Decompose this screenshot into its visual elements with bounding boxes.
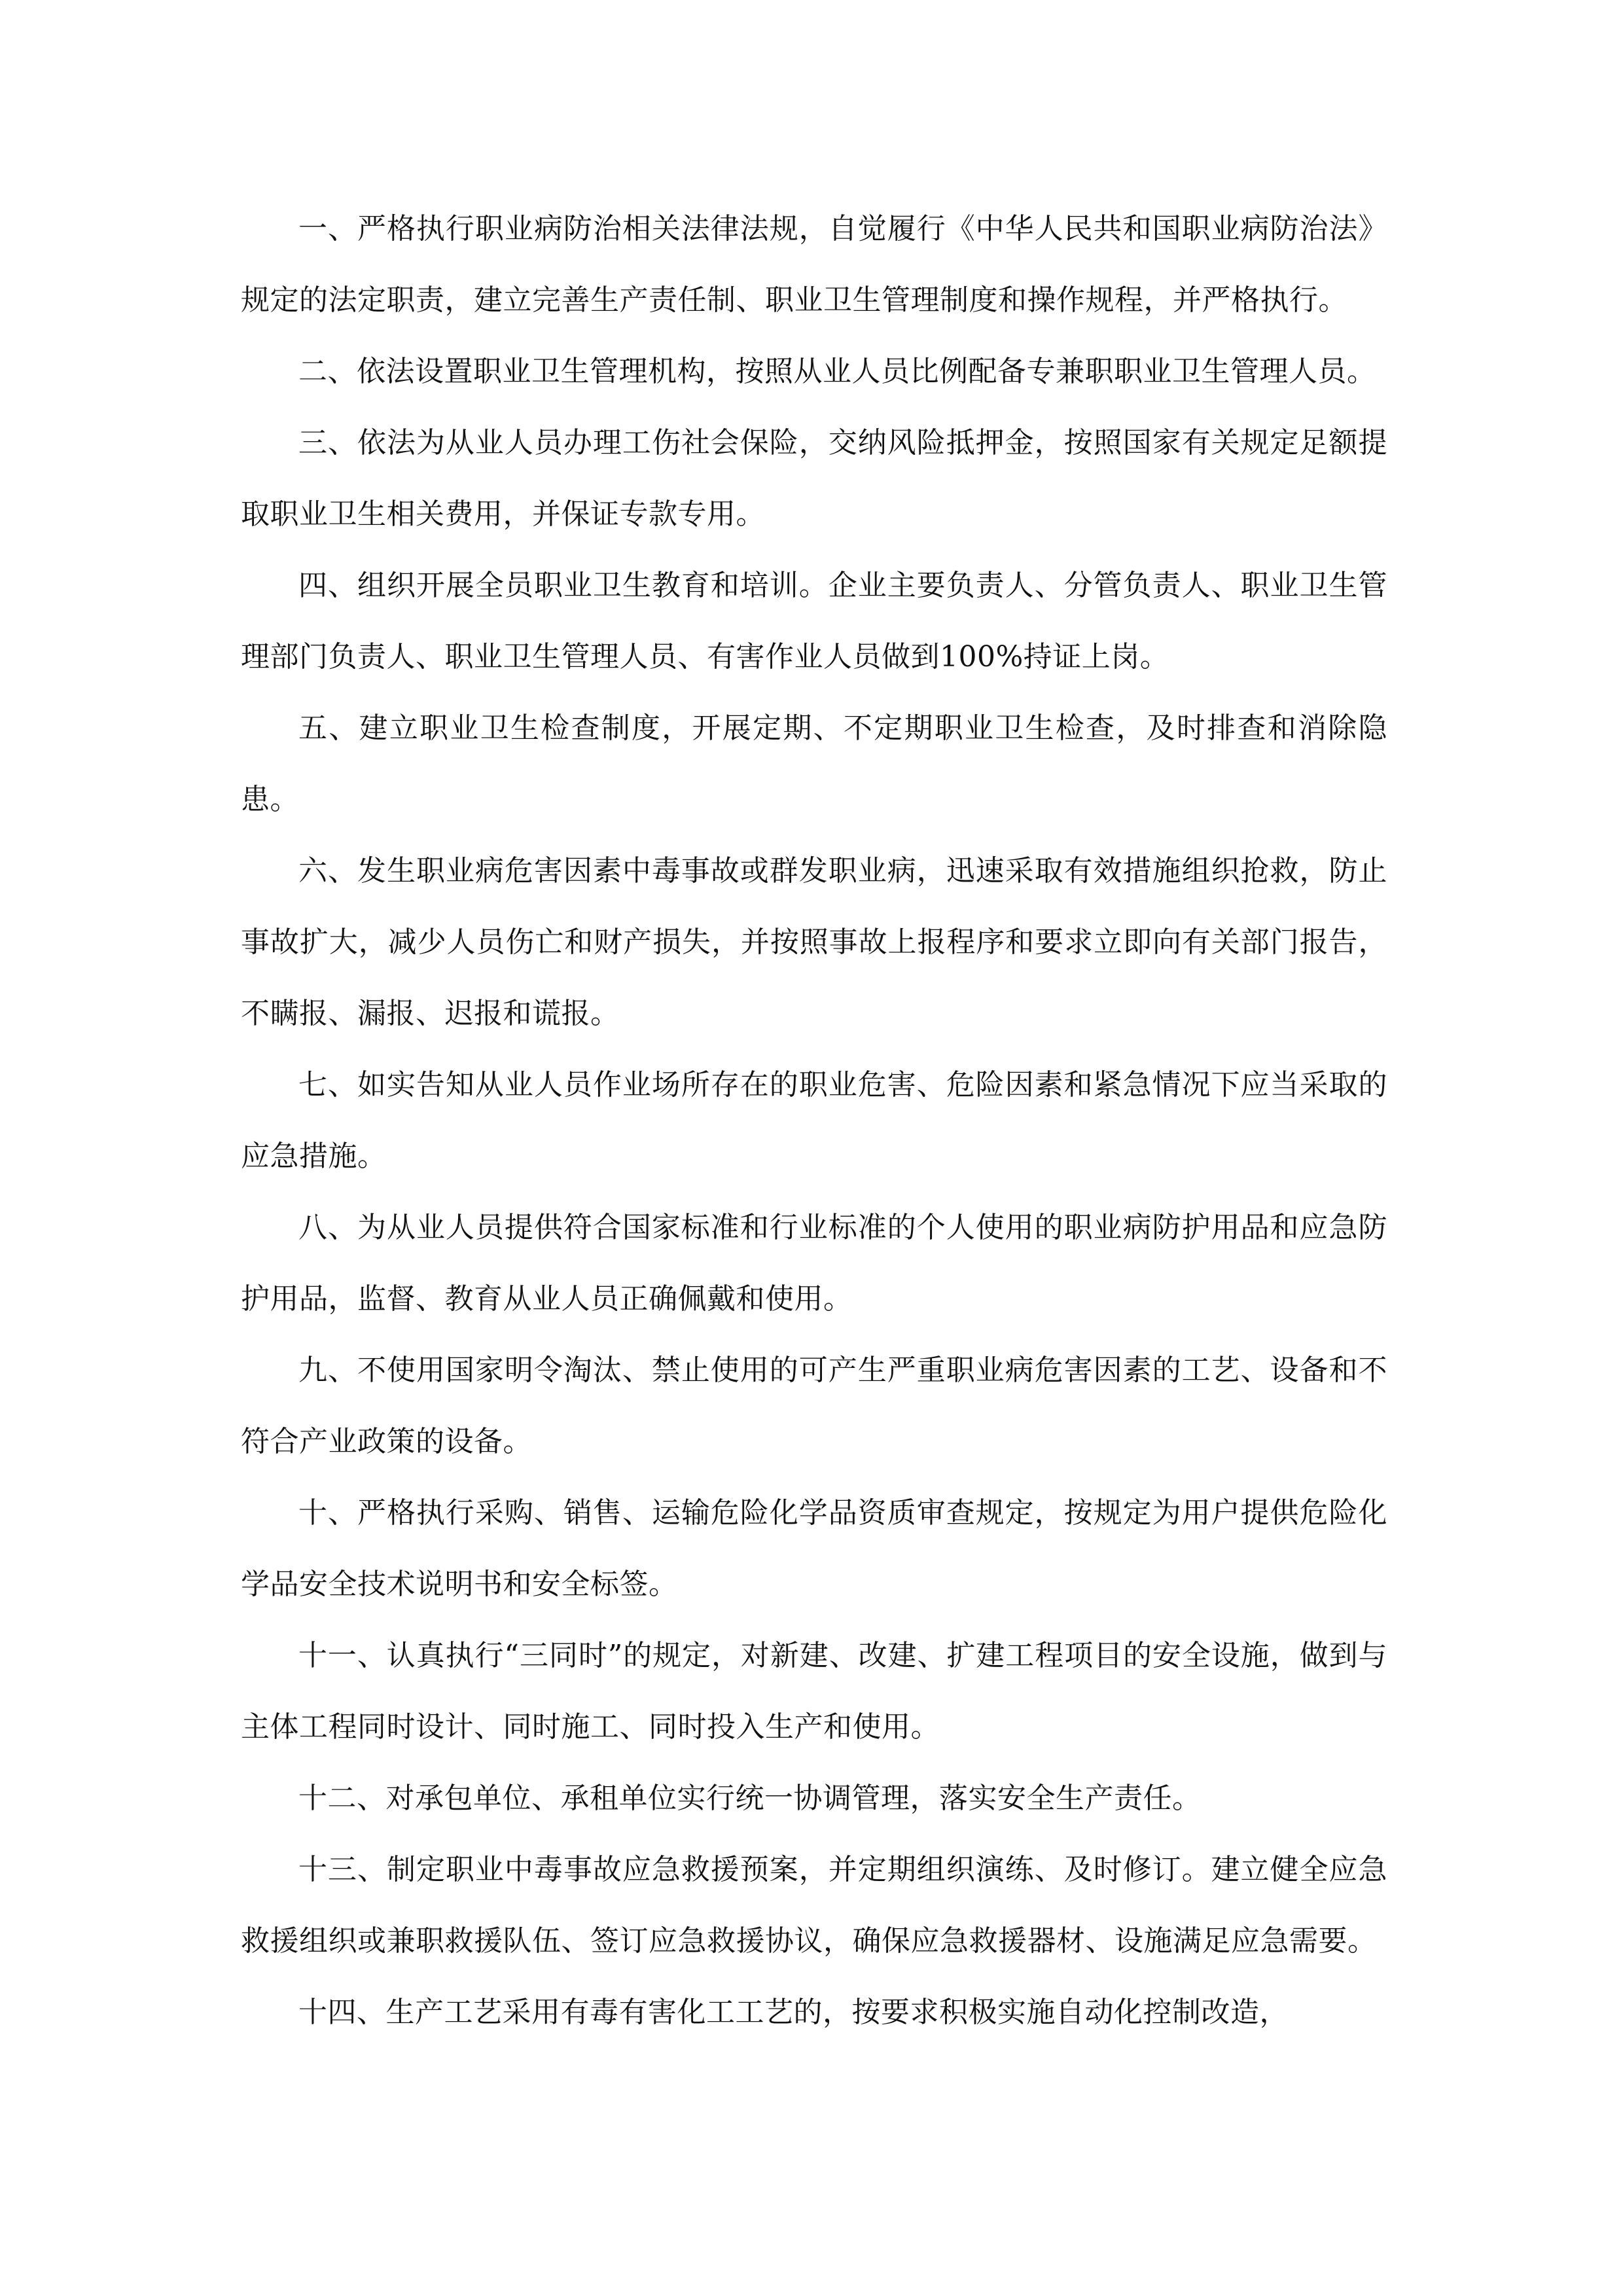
document-body <box>241 193 1387 2048</box>
paragraph-9: 九、不使用国家明令淘汰、禁止使用的可产生严重职业病危害因素的工艺、设备和不符合产业政策的设备。 <box>241 1354 1387 1458</box>
paragraph-4: 四、组织开展全员职业卫生教育和培训。企业主要负责人、分管负责人、职业卫生管理部门负责人、职业卫生管理人员、有害作业人员做到100%持证上岗。 <box>241 569 1387 673</box>
paragraph-7: 七、如实告知从业人员作业场所存在的职业危害、危险因素和紧急情况下应当采取的应急措施。 <box>241 1068 1387 1173</box>
paragraph-10: 十、严格执行采购、销售、运输危险化学品资质审查规定，按规定为用户提供危险化学品安全技术说明书和安全标签。 <box>241 1496 1387 1601</box>
paragraph-3: 三、依法为从业人员办理工伤社会保险，交纳风险抵押金，按照国家有关规定足额提取职业卫生相关费用，并保证专款专用。 <box>241 426 1387 531</box>
paragraph-13: 十三、制定职业中毒事故应急救援预案，并定期组织演练、及时修订。建立健全应急救援组织或兼职救援队伍、签订应急救援协议，确保应急救援器材、设施满足应急需要。 <box>241 1853 1387 1958</box>
paragraph-1: 一、严格执行职业病防治相关法律法规，自觉履行《中华人民共和国职业病防治法》规定的法定职责，建立完善生产责任制、职业卫生管理制度和操作规程，并严格执行。 <box>241 212 1387 317</box>
paragraph-8: 八、为从业人员提供符合国家标准和行业标准的个人使用的职业病防护用品和应急防护用品，监督、教育从业人员正确佩戴和使用。 <box>241 1211 1387 1316</box>
paragraph-11: 十一、认真执行“三同时”的规定，对新建、改建、扩建工程项目的安全设施，做到与主体工程同时设计、同时施工、同时投入生产和使用。 <box>241 1639 1387 1744</box>
paragraph-12: 十二、对承包单位、承租单位实行统一协调管理，落实安全生产责任。 <box>298 1782 1202 1815</box>
paragraph-14: 十四、生产工艺采用有毒有害化工工艺的，按要求积极实施自动化控制改造， <box>298 1996 1289 2029</box>
paragraph-5: 五、建立职业卫生检查制度，开展定期、不定期职业卫生检查，及时排查和消除隐患。 <box>241 711 1387 816</box>
paragraph-6: 六、发生职业病危害因素中毒事故或群发职业病，迅速采取有效措施组织抢救，防止事故扩大，减少人员伤亡和财产损失，并按照事故上报程序和要求立即向有关部门报告，不瞒报、漏报、迟报和谎报。 <box>241 854 1387 1030</box>
paragraph-2: 二、依法设置职业卫生管理机构，按照从业人员比例配备专兼职职业卫生管理人员。 <box>298 355 1376 388</box>
